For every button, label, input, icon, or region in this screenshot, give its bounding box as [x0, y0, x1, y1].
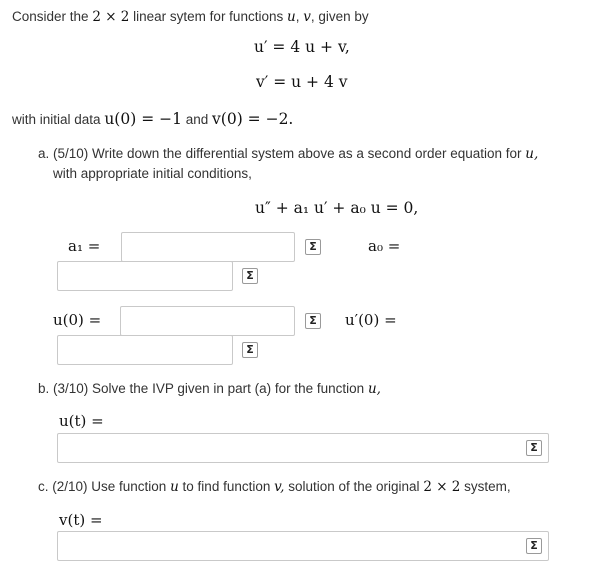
u0-input[interactable]: [120, 306, 295, 336]
a0-label: a₀ =: [368, 237, 401, 255]
du0-input[interactable]: [57, 335, 233, 365]
a1-sigma-icon[interactable]: Σ: [305, 239, 321, 255]
vt-sigma-icon[interactable]: Σ: [526, 538, 542, 554]
initial-u: u(0) = −1: [104, 110, 182, 128]
initial-data-text: with initial data u(0) = −1 and v(0) = −2.: [12, 110, 294, 128]
intro-text: Consider the 2 × 2 linear sytem for functions u, v, given by: [12, 9, 369, 25]
system-eq-1: u′ = 4 u + v,: [254, 38, 350, 56]
part-a-question: a. (5/10) Write down the differential system above as a second order equation for u,: [38, 146, 539, 162]
ut-sigma-icon[interactable]: Σ: [526, 440, 542, 456]
part-a-question-line2: with appropriate initial conditions,: [53, 166, 252, 181]
a0-sigma-icon[interactable]: Σ: [242, 268, 258, 284]
u0-sigma-icon[interactable]: Σ: [305, 313, 321, 329]
du0-sigma-icon[interactable]: Σ: [242, 342, 258, 358]
vt-label: v(t) =: [59, 511, 103, 529]
part-c-question: c. (2/10) Use function u to find function v, solution of the original 2 × 2 system,: [38, 479, 511, 495]
ut-label: u(t) =: [59, 412, 104, 430]
ut-input[interactable]: [57, 433, 549, 463]
a1-input[interactable]: [121, 232, 295, 262]
vt-input[interactable]: [57, 531, 549, 561]
second-order-equation: u″ + a₁ u′ + a₀ u = 0,: [255, 199, 419, 217]
var-u: u: [286, 9, 296, 25]
a1-label: a₁ =: [68, 237, 101, 255]
u0-label: u(0) =: [53, 311, 102, 329]
var-v: v: [303, 9, 311, 25]
part-b-question: b. (3/10) Solve the IVP given in part (a) for the function u,: [38, 381, 381, 397]
system-eq-2: v′ = u + 4 v: [256, 73, 348, 91]
du0-label: u′(0) =: [345, 311, 397, 329]
a0-input[interactable]: [57, 261, 233, 291]
initial-v: v(0) = −2.: [212, 110, 294, 128]
dims-math: 2 × 2: [92, 9, 130, 25]
